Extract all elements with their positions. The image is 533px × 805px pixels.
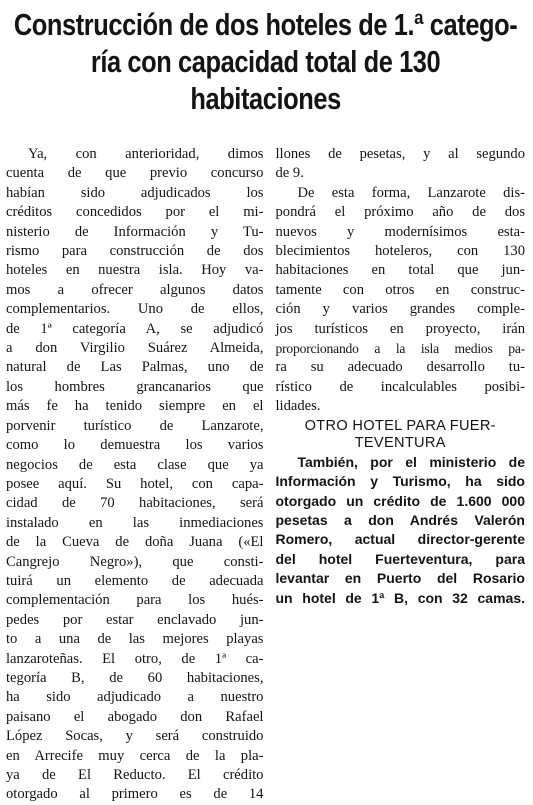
- text-line: de 1ª categoría A, se adjudicó: [6, 320, 264, 337]
- text-line: pesetas a don Andrés Valerón: [275, 511, 525, 528]
- text-line: rismo para construcción de dos: [6, 243, 264, 260]
- article-body: [6, 145, 525, 805]
- text-line: Información y Turismo, ha sido: [275, 473, 525, 490]
- text-line: to a una de las mejores playas: [6, 631, 264, 648]
- text-line: más fe ha tenido siempre en el: [6, 398, 264, 415]
- text-line: cidad de 70 habitaciones, será: [6, 495, 264, 512]
- text-line: blecimientos hoteleros, con 130: [275, 243, 525, 260]
- text-line: un hotel de 1ª B, con 32 camas.: [275, 589, 525, 606]
- text-line: pedes por estar enclavado jun-: [6, 611, 264, 628]
- text-line: como lo demuestra los varios: [6, 437, 264, 454]
- text-line: negocios de esta clase que ya: [6, 456, 264, 473]
- text-line: mos a ofrecer algunos datos: [6, 281, 264, 298]
- text-line: posee aquí. Su hotel, con capa-: [6, 475, 264, 492]
- text-line: Cangrejo Negro»), que consti-: [6, 553, 264, 570]
- text-line: instalado en las inmediaciones: [6, 514, 264, 531]
- section-subheading: [275, 418, 525, 452]
- right-column: [275, 145, 525, 805]
- text-line: ra su adecuado desarrollo tu-: [275, 359, 525, 376]
- headline-line: habitaciones: [190, 81, 341, 116]
- text-line: lidades.: [275, 398, 321, 415]
- text-line: llones de pesetas, y al segundo: [275, 146, 525, 162]
- text-line: otorgado un crédito de 1.600 000: [275, 492, 525, 509]
- left-column: [6, 145, 263, 805]
- text-line: cuenta de que previo concurso: [6, 165, 264, 182]
- text-line: natural de Las Palmas, uno de: [6, 359, 264, 376]
- text-line: porvenir turístico de Lanzarote,: [6, 417, 264, 434]
- text-line: los hombres grancanarios que: [6, 378, 264, 395]
- headline-line: ría con capacidad total de 130: [90, 44, 441, 79]
- text-line: levantar en Puerto del Rosario: [275, 570, 525, 587]
- text-line: López Socas, y será construido: [6, 728, 264, 745]
- text-line: jos turísticos en proyecto, irán: [275, 320, 525, 337]
- text-line: otorgado al primero es de 14: [6, 786, 264, 803]
- subheading-line: OTRO HOTEL PARA FUER-: [304, 417, 496, 434]
- text-line: tegoría B, de 60 habitaciones,: [6, 669, 264, 686]
- text-line: tuirá un elemento de adecuada: [6, 572, 264, 589]
- text-line: de 9.: [275, 165, 304, 182]
- text-line: ya de El Reducto. El crédito: [6, 767, 264, 783]
- text-line: a don Virgilio Suárez Almeida,: [6, 340, 264, 357]
- text-line: proporcionando a la isla medios pa-: [275, 341, 525, 357]
- article-headline: [6, 6, 525, 117]
- subheading-line: TEVENTURA: [354, 434, 446, 451]
- text-line: habitaciones en total que jun-: [275, 262, 525, 279]
- text-line: nuevos y modernísimos esta-: [275, 223, 525, 240]
- text-line: Ya, con anterioridad, dimos: [28, 146, 264, 162]
- text-line: hoteles en nuestra isla. Hoy va-: [6, 262, 264, 279]
- text-line: complementación para los hués-: [6, 592, 264, 609]
- text-line: tamente con otros en construc-: [275, 281, 525, 298]
- text-line: pondrá el próximo año de dos: [275, 204, 525, 221]
- text-line: complementarios. Uno de ellos,: [6, 301, 264, 318]
- text-line: del hotel Fuerteventura, para: [275, 550, 525, 567]
- text-line: Romero, actual director-gerente: [275, 531, 525, 548]
- text-line: de la Cueva de doña Juana («El: [6, 534, 264, 551]
- text-line: nisterio de Información y Tu-: [6, 223, 264, 240]
- text-line: rístico de incalculables posibi-: [275, 378, 525, 395]
- text-line: De esta forma, Lanzarote dis-: [297, 184, 525, 201]
- text-line: habían sido adjudicados los: [6, 184, 264, 201]
- text-line: créditos concedidos por el mi-: [6, 204, 264, 221]
- text-line: en Arrecife muy cerca de la pla-: [6, 747, 264, 764]
- text-line: También, por el ministerio de: [297, 453, 525, 470]
- fuerteventura-paragraph: [275, 453, 525, 608]
- headline-line: Construcción de dos hoteles de 1.ª catego-: [13, 7, 518, 42]
- text-line: paisano el abogado don Rafael: [6, 708, 264, 725]
- text-line: ha sido adjudicado a nuestro: [6, 689, 264, 706]
- text-line: lanzaroteñas. El otro, de 1ª ca-: [6, 650, 264, 667]
- text-line: ción y varios grandes comple-: [275, 301, 525, 318]
